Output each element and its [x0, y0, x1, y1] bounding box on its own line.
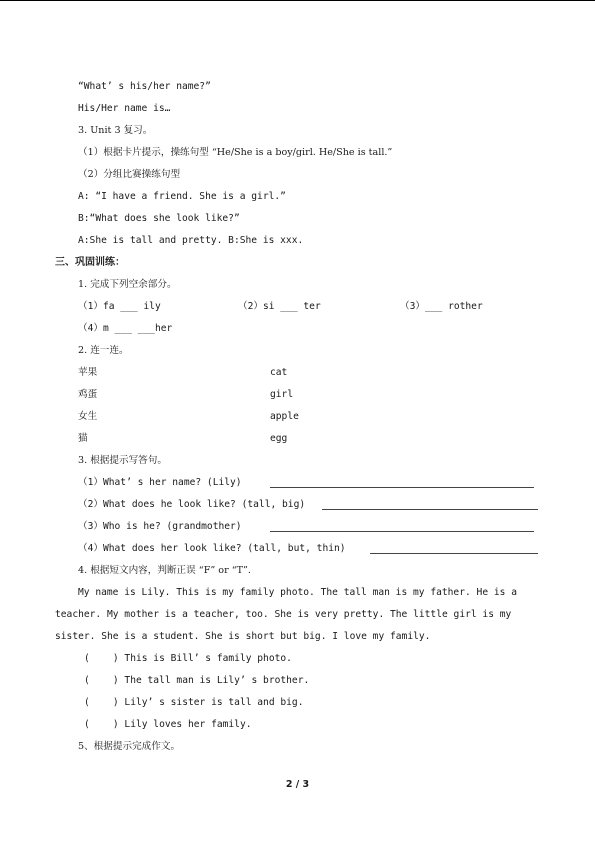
- q2-title: 2. 连一连。: [78, 345, 129, 356]
- step-2: （2）分组比赛操练句型: [78, 169, 181, 180]
- q1-item-3: （3）___ rother: [400, 301, 483, 312]
- q1-title: 1. 完成下列空余部分。: [78, 279, 177, 290]
- q4-passage-line-3: sister. She is a student. She is short but big. I love my family.: [55, 631, 431, 642]
- q4-title: 4. 根据短文内容，判断正误 “F” or “T”.: [78, 565, 251, 576]
- q2-right-3: apple: [270, 411, 299, 422]
- q3-item-1: （1）What’ s her name? (Lily): [78, 477, 242, 488]
- q3-title: 3. 根据提示写答句。: [78, 455, 167, 466]
- q3-answer-line-3[interactable]: [270, 531, 534, 532]
- q2-left-2: 鸡蛋: [78, 389, 98, 400]
- page-top-border: [0, 0, 595, 1]
- q2-left-4: 猫: [78, 433, 88, 444]
- dialog-b: B:“What does she look like?”: [78, 213, 240, 224]
- q1-item-1: （1）fa ___ ily: [78, 301, 161, 312]
- q4-passage-line-1: My name is Lily. This is my family photo. The tall man is my father. He is a: [78, 587, 517, 598]
- q2-right-1: cat: [270, 367, 288, 378]
- q3-item-2: （2）What does he look like? (tall, big): [78, 499, 306, 510]
- q3-answer-line-4[interactable]: [370, 553, 538, 554]
- intro-line-1: “What’ s his/her name?”: [78, 81, 211, 92]
- q2-left-3: 女生: [78, 411, 98, 422]
- q4-passage-line-2: teacher. My mother is a teacher, too. She is very pretty. The little girl is my: [55, 609, 512, 620]
- q1-item-4: （4）m ___ ___her: [78, 323, 173, 334]
- step-1: （1）根据卡片提示，操练句型 “He/She is a boy/girl. He/She is tall.”: [78, 147, 393, 158]
- q1-item-2: （2）si ___ ter: [238, 301, 321, 312]
- section-3-title: 三、巩固训练：: [55, 257, 125, 268]
- dialog-a: A: “I have a friend. She is a girl.”: [78, 191, 286, 202]
- q4-item-3: ( ) Lily’ s sister is tall and big.: [84, 697, 304, 708]
- q3-answer-line-2[interactable]: [322, 509, 538, 510]
- q3-item-4: （4）What does her look like? (tall, but, thin): [78, 543, 346, 554]
- q3-item-3: （3）Who is he? (grandmother): [78, 521, 242, 532]
- q2-right-4: egg: [270, 433, 288, 444]
- q4-item-4: ( ) Lily loves her family.: [84, 719, 252, 730]
- q4-item-2: ( ) The tall man is Lily’ s brother.: [84, 675, 310, 686]
- page-number: 2 / 3: [285, 779, 310, 790]
- intro-line-2: His/Her name is…: [78, 103, 171, 114]
- unit3-heading: 3. Unit 3 复习。: [78, 125, 153, 136]
- q3-answer-line-1[interactable]: [270, 487, 534, 488]
- dialog-c: A:She is tall and pretty. B:She is xxx.: [78, 235, 304, 246]
- q4-item-1: ( ) This is Bill’ s family photo.: [84, 653, 292, 664]
- q2-left-1: 苹果: [78, 367, 98, 378]
- q5-title: 5、根据提示完成作文。: [78, 741, 181, 752]
- q2-right-2: girl: [270, 389, 294, 400]
